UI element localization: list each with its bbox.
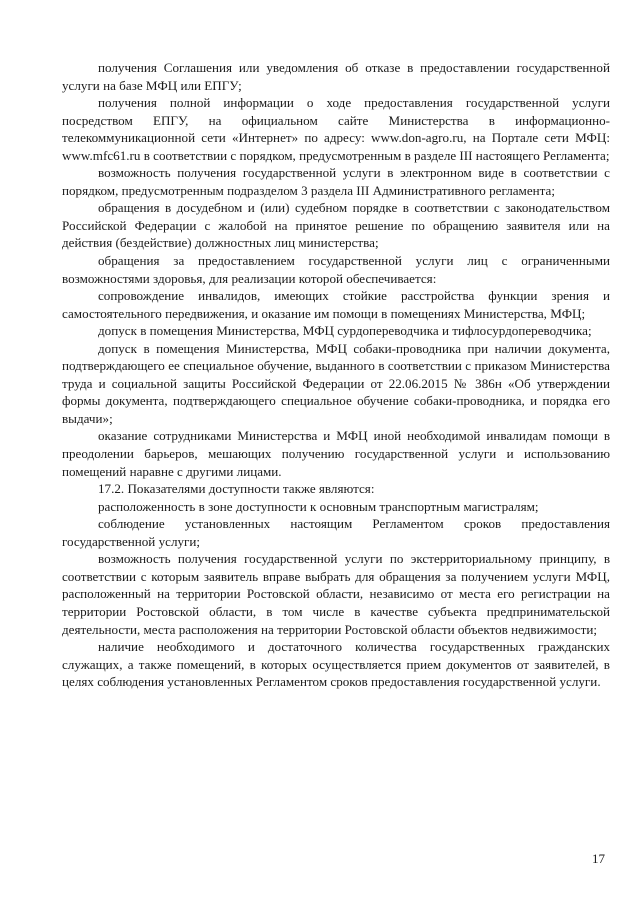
paragraph-7: допуск в помещения Министерства, МФЦ сурдопереводчика и тифлосурдопереводчика;	[98, 323, 592, 339]
paragraph-6: сопровождение инвалидов, имеющих стойкие расстройства функции зрения и самостоятельного передвижения, и оказание им помощи в помещениях Министерства, МФЦ;	[62, 288, 610, 321]
paragraph-8: допуск в помещения Министерства, МФЦ собаки-проводника при наличии документа, подтверждающего ее специальное обучение, выданного в соответствии с приказом Министерства труда и социальной защиты Российской Федерации от 22.06.2015 № 386н «Об утверждении формы документа, подтверждающего специальное обучение собаки-проводника, и порядка его выдачи»;	[62, 340, 610, 426]
paragraph-2: получения полной информации о ходе предоставления государственной услуги посредством ЕПГУ, на официальном сайте Министерства в информационно-телекоммуникационной сети «Интернет» по адресу: www.don-agro.ru, на Портале сети МФЦ: www.mfc61.ru в соответствии с порядком, предусмотренным в разделе III настоящего Регламента;	[62, 95, 610, 163]
paragraph-11: расположенность в зоне доступности к основным транспортным магистралям;	[98, 498, 539, 514]
paragraph-9: оказание сотрудниками Министерства и МФЦ иной необходимой инвалидам помощи в преодолении барьеров, мешающих получению государственной услуги и использованию помещений наравне с другими лицами.	[62, 428, 610, 479]
paragraph-5: обращения за предоставлением государственной услуги лиц с ограниченными возможностями здоровья, для реализации которой обеспечивается:	[62, 253, 610, 286]
paragraph-3: возможность получения государственной услуги в электронном виде в соответствии с порядком, предусмотренным подразделом 3 раздела III Административного регламента;	[62, 165, 610, 198]
paragraph-1: получения Соглашения или уведомления об отказе в предоставлении государственной услуги на базе МФЦ или ЕПГУ;	[62, 60, 610, 93]
paragraph-4: обращения в досудебном и (или) судебном порядке в соответствии с законодательством Российской Федерации с жалобой на принятое решение по обращению заявителя или на действия (бездействие) должностных лиц министерства;	[62, 200, 610, 251]
paragraph-10: 17.2. Показателями доступности также являются:	[98, 481, 375, 497]
paragraph-12: соблюдение установленных настоящим Регламентом сроков предоставления государственной услуги;	[62, 516, 610, 549]
page-number: 17	[592, 851, 605, 866]
document-body	[62, 59, 610, 691]
paragraph-13: возможность получения государственной услуги по экстерриториальному принципу, в соответствии с которым заявитель вправе выбрать для обращения за получением услуги МФЦ, расположенный на территории Ростовской области, независимо от места его регистрации на территории Ростовской области, в том числе в качестве субъекта предпринимательской деятельности, места расположения на территории Ростовской области объектов недвижимости;	[62, 551, 610, 637]
paragraph-14: наличие необходимого и достаточного количества государственных гражданских служащих, а также помещений, в которых осуществляется прием документов от заявителей, в целях соблюдения установленных Регламентом сроков предоставления государственной услуги.	[62, 639, 610, 690]
